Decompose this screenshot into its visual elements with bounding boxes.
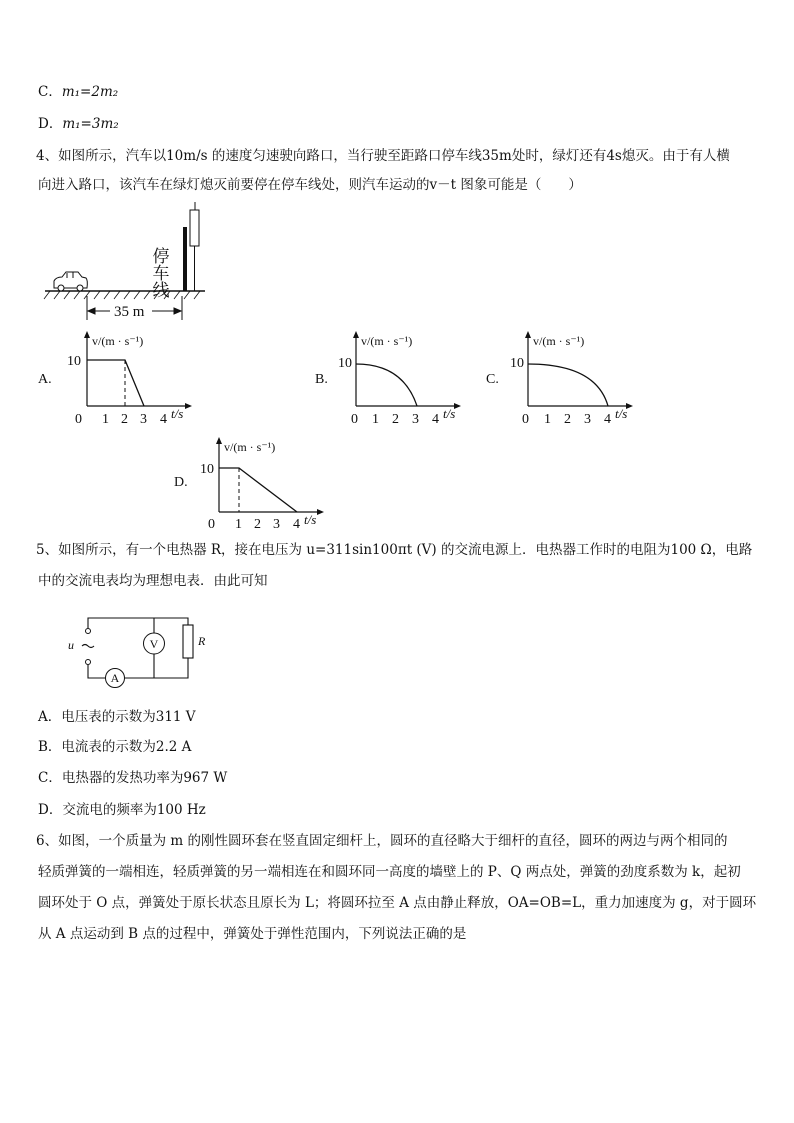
q6-stem-line1: 6、如图，一个质量为 m 的刚性圆环套在竖直固定细杆上，圆环的直径略大于细杆的直径，圆环的两边与两个相同的 xyxy=(36,833,728,849)
q5-stem-line1: 5、如图所示，有一个电热器 R，接在电压为 u=311sin100πt (V) 的交流电源上．电热器工作时的电阻为100 Ω，电路 xyxy=(36,542,753,558)
graph-c-xlabel: t/s xyxy=(615,406,628,421)
source-label: u xyxy=(68,638,74,652)
graph-d-xtick: 1 xyxy=(235,517,242,532)
q6-stem-line2: 轻质弹簧的一端相连，轻质弹簧的另一端相连在和圆环同一高度的墙壁上的 P、Q 两点处，弹簧的劲度系数为 k，起初 xyxy=(38,864,741,880)
graph-a-xtick: 4 xyxy=(160,412,167,427)
car-icon xyxy=(54,272,87,291)
graph-a-xtick: 1 xyxy=(102,412,109,427)
graph-d-xtick: 4 xyxy=(293,517,300,532)
q6-stem-line4: 从 A 点运动到 B 点的过程中，弹簧处于弹性范围内，下列说法正确的是 xyxy=(38,926,467,942)
graph-b-xtick: 1 xyxy=(372,412,379,427)
graph-c-xtick: 4 xyxy=(604,412,611,427)
graph-a-ytick: 10 xyxy=(67,354,81,369)
graph-d-xtick: 0 xyxy=(208,517,215,532)
graph-d-xlabel: t/s xyxy=(304,512,317,527)
graph-c-xtick: 1 xyxy=(544,412,551,427)
graph-a-xtick: 2 xyxy=(121,412,128,427)
distance-label: 35 m xyxy=(114,304,145,320)
q3-option-c-text: m₁=2m₂ xyxy=(61,84,119,100)
graph-a xyxy=(36,330,206,430)
graph-c-option: C. xyxy=(486,372,499,387)
q4-stem-line1: 4、如图所示，汽车以10m/s 的速度匀速驶向路口，当行驶至距路口停车线35m处时，绿灯还有4s熄灭。由于有人横 xyxy=(36,148,730,164)
graph-c-xtick: 2 xyxy=(564,412,571,427)
graph-c-curve xyxy=(528,364,608,406)
graph-a-option: A. xyxy=(38,372,52,387)
q3-option-c: C．m₁=2m₂ xyxy=(38,84,119,100)
graph-b-xtick: 4 xyxy=(432,412,439,427)
svg-text:A: A xyxy=(110,671,120,685)
ammeter-icon xyxy=(106,669,125,688)
q4-stem-line2: 向进入路口，该汽车在绿灯熄灭前要停在停车线处，则汽车运动的v－t 图象可能是（ ） xyxy=(38,177,582,193)
graph-d-ylabel: v/(m · s⁻¹) xyxy=(224,440,276,454)
graph-c xyxy=(484,330,654,430)
q6-stem-line3: 圆环处于 O 点，弹簧处于原长状态且原长为 L；将圆环拉至 A 点由静止释放，OA=OB=L，重力加速度为 g，对于圆环 xyxy=(38,895,757,911)
q3-option-d: D．m₁=3m₂ xyxy=(38,116,119,132)
graph-d-xtick: 3 xyxy=(273,517,280,532)
q4-scene-figure xyxy=(40,200,215,328)
graph-d-option: D. xyxy=(174,475,188,490)
graph-b-xtick: 0 xyxy=(351,412,358,427)
graph-a-curve xyxy=(87,360,144,406)
q5-circuit-diagram xyxy=(60,610,220,695)
graph-a-xtick: 3 xyxy=(140,412,147,427)
graph-a-xtick: 0 xyxy=(75,412,82,427)
graph-d xyxy=(172,436,342,536)
traffic-light-icon xyxy=(190,202,199,291)
q5-option-a: A．电压表的示数为311 V xyxy=(38,709,196,725)
graph-b-xtick: 3 xyxy=(412,412,419,427)
graph-b-xlabel: t/s xyxy=(443,406,456,421)
stop-line-pole xyxy=(183,227,187,291)
graph-a-ylabel: v/(m · s⁻¹) xyxy=(92,334,144,348)
graph-b xyxy=(313,330,483,430)
graph-d-xtick: 2 xyxy=(254,517,261,532)
q5-option-d: D．交流电的频率为100 Hz xyxy=(38,802,206,818)
graph-b-xtick: 2 xyxy=(392,412,399,427)
graph-b-option: B. xyxy=(315,372,328,387)
resistor-label: R xyxy=(198,634,206,648)
graph-c-ylabel: v/(m · s⁻¹) xyxy=(533,334,585,348)
graph-c-xtick: 3 xyxy=(584,412,591,427)
graph-b-ylabel: v/(m · s⁻¹) xyxy=(361,334,413,348)
voltmeter-icon xyxy=(144,633,165,654)
graph-c-ytick: 10 xyxy=(510,356,524,371)
graph-b-curve xyxy=(356,364,417,406)
stop-line-sign-text: 停车线 xyxy=(149,247,169,298)
svg-text:V: V xyxy=(149,637,159,651)
graph-d-ytick: 10 xyxy=(200,462,214,477)
graph-b-ytick: 10 xyxy=(338,356,352,371)
graph-d-curve xyxy=(219,468,297,512)
graph-a-xlabel: t/s xyxy=(171,406,184,421)
q5-option-b: B．电流表的示数为2.2 A xyxy=(38,739,192,755)
q5-stem-line2: 中的交流电表均为理想电表．由此可知 xyxy=(38,573,268,589)
q3-option-d-text: m₁=3m₂ xyxy=(62,116,119,132)
graph-c-xtick: 0 xyxy=(522,412,529,427)
q5-option-c: C．电热器的发热功率为967 W xyxy=(38,770,228,786)
